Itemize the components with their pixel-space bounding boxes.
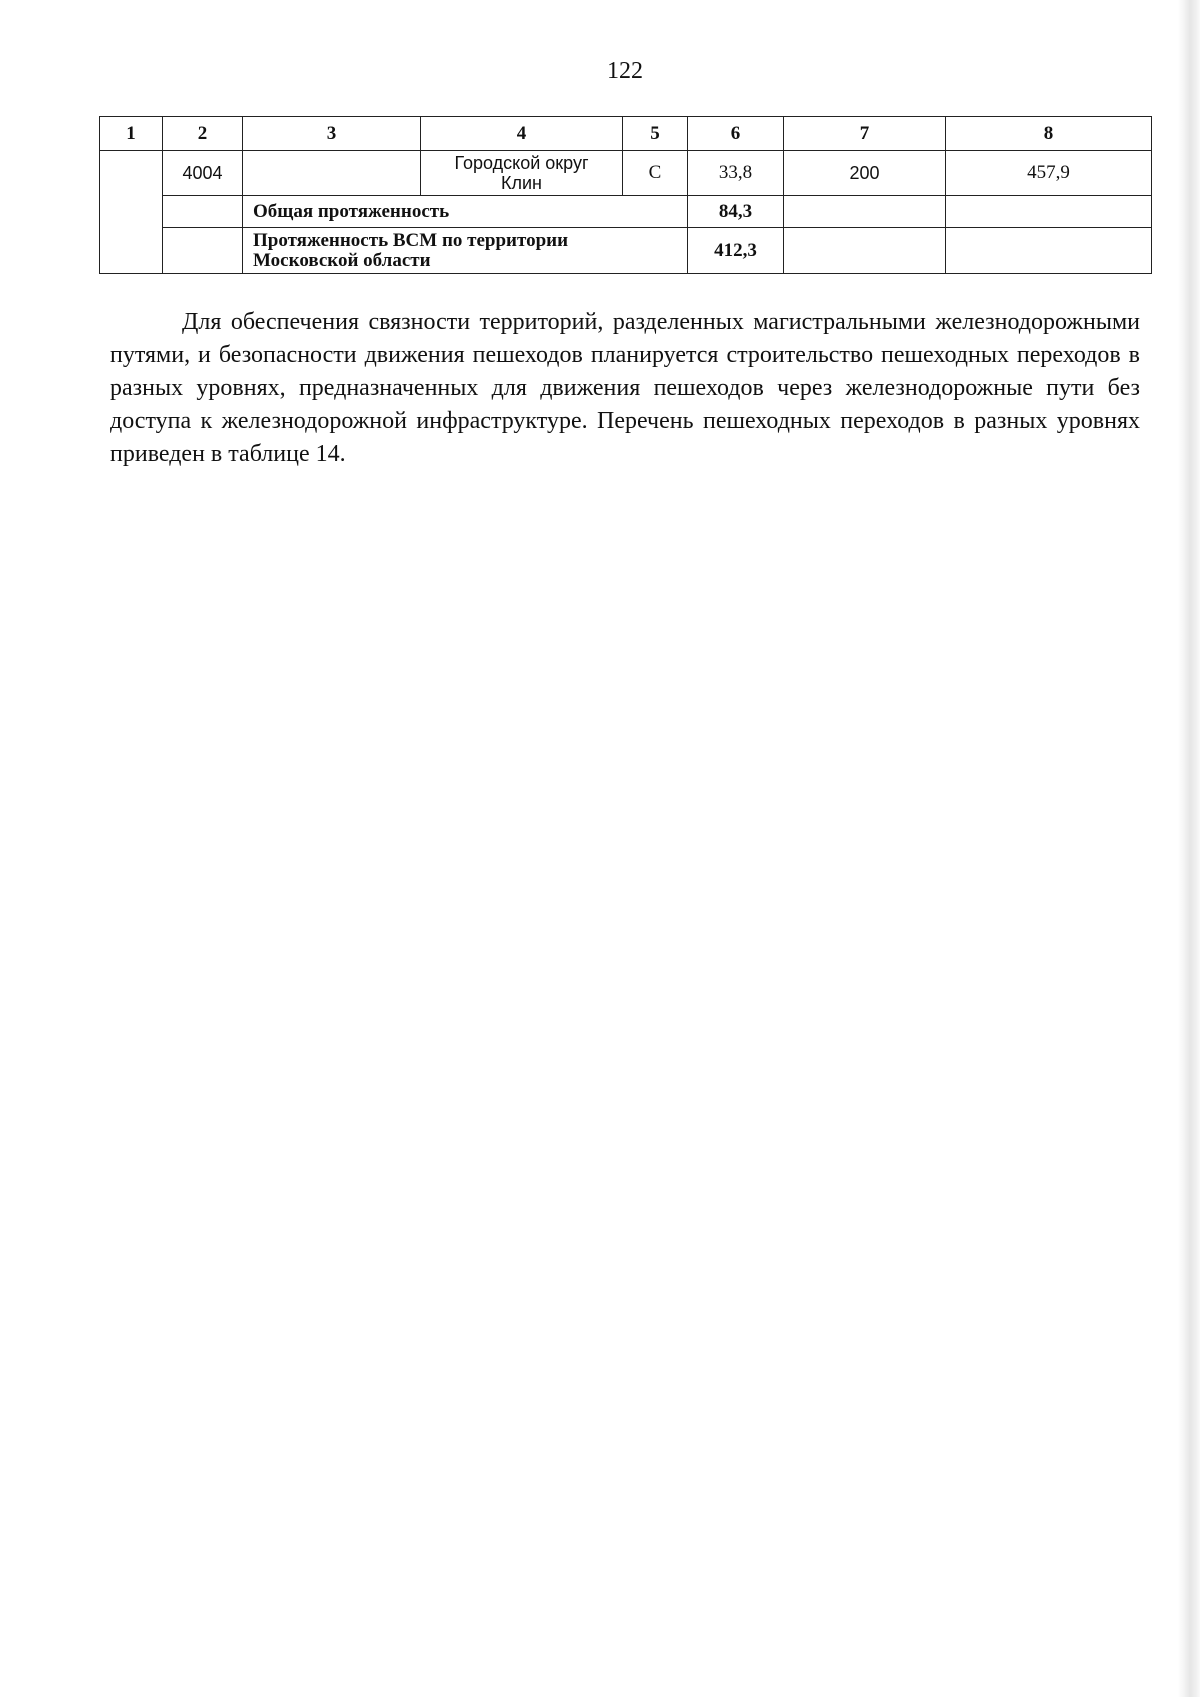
total-label: Общая протяженность [243,196,688,228]
merged-empty-cell [100,151,163,274]
body-text [110,306,1140,471]
cell-col8: 457,9 [946,151,1152,196]
table-row [100,151,1152,196]
page-number: 122 [607,58,643,84]
cell-empty [946,196,1152,228]
header-cell: 8 [946,117,1152,151]
scan-edge [1178,0,1200,1697]
vsm-total-value: 412,3 [688,228,784,274]
header-cell: 1 [100,117,163,151]
cell-district [421,151,623,196]
body-paragraph: Для обеспечения связности территорий, разделенных магистральными железнодорожными путями, и безопасности движения пешеходов планируется строительство пешеходных переходов в разных уровнях, предназначенных для движения пешеходов через железнодорожные пути без доступа к железнодорожной инфраструктуре. Перечень пешеходных переходов в разных уровнях приведен в таблице 14. [110,309,1140,467]
header-cell: 5 [623,117,688,151]
header-cell: 3 [243,117,421,151]
cell-type: С [623,151,688,196]
cell-empty [784,228,946,274]
cell-empty [243,151,421,196]
district-line2: Клин [501,173,542,193]
header-cell: 7 [784,117,946,151]
cell-empty [946,228,1152,274]
cell-number: 4004 [163,151,243,196]
data-table [99,116,1152,274]
cell-empty [163,228,243,274]
header-cell: 6 [688,117,784,151]
header-cell: 2 [163,117,243,151]
vsm-label-line2: Московской области [253,249,431,271]
cell-empty [784,196,946,228]
district-line1: Городской округ [454,153,589,173]
table-header-row [100,117,1152,151]
cell-length: 33,8 [688,151,784,196]
table-row-vsm-total [100,228,1152,274]
total-value: 84,3 [688,196,784,228]
vsm-label-line1: Протяженность ВСМ по территории [253,229,569,251]
vsm-total-label [243,228,688,274]
cell-col7: 200 [784,151,946,196]
table-row-total [100,196,1152,228]
cell-empty [163,196,243,228]
header-cell: 4 [421,117,623,151]
